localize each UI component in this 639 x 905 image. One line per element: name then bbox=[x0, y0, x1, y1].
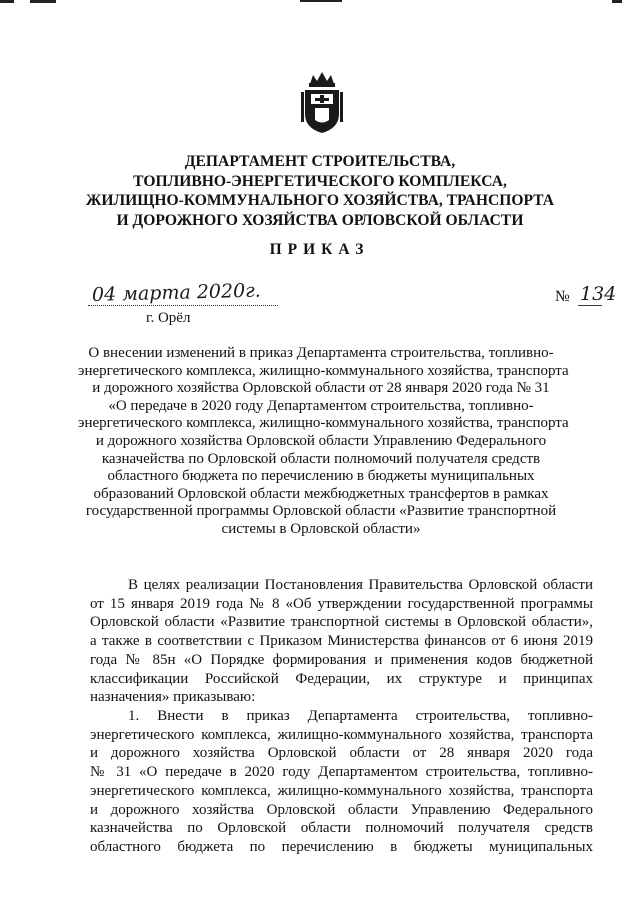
subject-line: государственной программы Орловской области «Развитие транспортной bbox=[85, 503, 557, 520]
paragraph-line: и дорожного хозяйства Орловской области Управлению Федерального bbox=[90, 801, 593, 818]
date-underline bbox=[88, 305, 278, 306]
paragraph-line: казначейства по Орловской области полномочий получателя средств bbox=[90, 820, 593, 837]
department-title-line: И ДОРОЖНОГО ХОЗЯЙСТВА ОРЛОВСКОЙ ОБЛАСТИ bbox=[116, 211, 524, 229]
subject-line: и дорожного хозяйства Орловской области от 28 января 2020 года № 31 bbox=[92, 380, 550, 397]
paragraph-line: года № 85н «О Порядке формирования и применения кодов бюджетной bbox=[90, 651, 593, 668]
paragraph-line: № 31 «О передаче в 2020 году Департаментом строительства, топливно- bbox=[90, 764, 593, 781]
paragraph-line: назначения» приказываю: bbox=[90, 689, 256, 706]
subject-line: энергетического комплекса, жилищно-коммунального хозяйства, транспорта bbox=[78, 415, 569, 432]
handwritten-date: 04 марта 2020г. bbox=[91, 279, 262, 306]
body-paragraph-item-1 bbox=[90, 707, 593, 857]
scan-edge-mark bbox=[0, 0, 14, 3]
document-type-title: ПРИКАЗ bbox=[269, 241, 370, 258]
subject-line: казначейства по Орловской области полномочий получателя средств bbox=[101, 450, 541, 467]
department-title bbox=[60, 152, 580, 230]
paragraph-line: В целях реализации Постановления Правительства Орловской области bbox=[128, 577, 593, 593]
subject-line: образований Орловской области межбюджетных трансфертов в рамках bbox=[93, 485, 549, 502]
department-title-line: ТОПЛИВНО-ЭНЕРГЕТИЧЕСКОГО КОМПЛЕКСА, bbox=[133, 172, 507, 190]
scan-edge-mark bbox=[300, 0, 342, 2]
department-title-line: ЖИЛИЩНО-КОММУНАЛЬНОГО ХОЗЯЙСТВА, ТРАНСПОРТА bbox=[85, 192, 555, 209]
city-label: г. Орёл bbox=[146, 310, 191, 326]
handwritten-order-number: 134 bbox=[580, 283, 617, 305]
paragraph-line: классификации Российской Федерации, их структуре и принципах bbox=[90, 670, 593, 687]
subject-line: «О передаче в 2020 году Департаментом строительства, топливно- bbox=[108, 397, 534, 414]
paragraph-line: энергетического комплекса, жилищно-коммунального хозяйства, транспорта bbox=[90, 782, 593, 799]
paragraph-line: и дорожного хозяйства Орловской области от 28 января 2020 года bbox=[90, 745, 593, 762]
oryol-coat-of-arms-icon bbox=[301, 70, 343, 134]
subject-line: энергетического комплекса, жилищно-коммунального хозяйства, транспорта bbox=[78, 362, 569, 379]
paragraph-line: 1. Внести в приказ Департамента строительства, топливно- bbox=[128, 708, 593, 724]
order-number-label: № bbox=[555, 288, 570, 305]
paragraph-line: энергетического комплекса, жилищно-коммунального хозяйства, транспорта bbox=[90, 726, 593, 743]
scan-edge-mark bbox=[612, 0, 622, 3]
paragraph-line: а также в соответствии с Приказом Министерства финансов от 6 июня 2019 bbox=[90, 633, 593, 650]
paragraph-line: от 15 января 2019 года № 8 «Об утверждении государственной программы bbox=[90, 595, 593, 612]
department-title-line: ДЕПАРТАМЕНТ СТРОИТЕЛЬСТВА, bbox=[184, 153, 456, 170]
subject-line: системы в Орловской области» bbox=[221, 520, 421, 537]
body-paragraph-preamble bbox=[90, 576, 593, 707]
subject-line: областного бюджета по перечислению в бюджеты муниципальных bbox=[107, 468, 535, 485]
order-number-underline bbox=[578, 305, 602, 306]
subject-line: и дорожного хозяйства Орловской области Управлению Федерального bbox=[95, 432, 547, 449]
paragraph-line: областного бюджета по перечислению в бюджеты муниципальных bbox=[90, 838, 593, 855]
scan-edge-mark bbox=[30, 0, 56, 3]
order-subject bbox=[78, 345, 569, 539]
paragraph-line: Орловской области «Развитие транспортной системы в Орловской области», bbox=[90, 614, 593, 631]
subject-line: О внесении изменений в приказ Департамента строительства, топливно- bbox=[88, 345, 554, 361]
